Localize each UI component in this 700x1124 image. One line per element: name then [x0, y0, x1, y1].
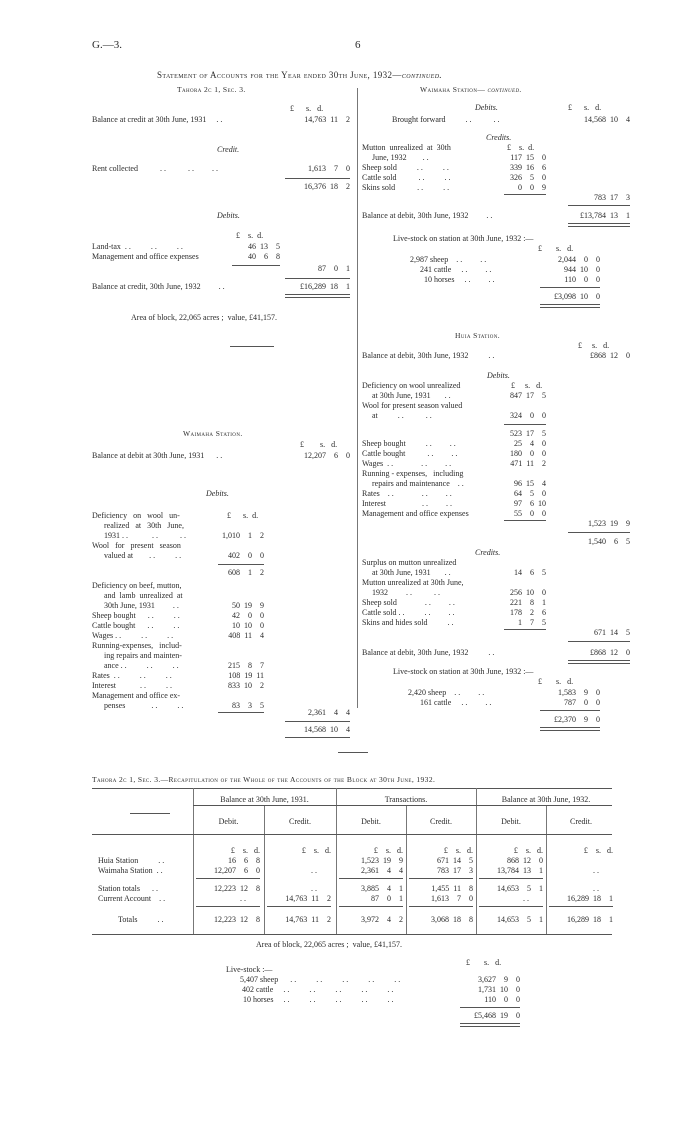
wc-closing-value: £13,784 13 1: [580, 211, 630, 220]
recap-group-3: Transactions.: [384, 795, 428, 804]
huia-debits-total: 1,523 19 9: [588, 519, 630, 528]
recap-group-2: Balance at 30th June, 1931.: [220, 795, 309, 804]
huia-d1-line1: Deficiency on wool unrealized: [362, 381, 461, 390]
page-title: Statement of Accounts for the Year ended 30th June, 1932—continued.: [157, 70, 443, 80]
column-divider: [357, 88, 358, 708]
waim-rates-value: 108 19 11: [228, 671, 264, 680]
recap-cell: 3,885 4 1: [361, 884, 403, 893]
recap-ls3-value: 110 0 0: [484, 995, 520, 1004]
rule: [267, 906, 331, 907]
huia-c4-label: Cattle sold . . . . . .: [362, 608, 455, 617]
recap-cell: . .: [240, 894, 246, 903]
recap-total-cell: 3,068 18 8: [431, 915, 473, 924]
recap-title: Tahora 2c 1, Sec. 3.—Recapitulation of the Whole of the Accounts of the Block at 30th June, 1932.: [92, 775, 436, 784]
rule: [549, 906, 613, 907]
rule: [218, 564, 264, 565]
recap-row-label: Current Account . .: [98, 894, 166, 903]
recap-cell: 1,455 11 8: [431, 884, 473, 893]
wc-c1-line1: Mutton unrealized at 30th: [362, 143, 451, 152]
waimaha-cont-lsd: £ s. d.: [568, 103, 602, 112]
recap-row-label: Station totals . .: [98, 884, 158, 893]
huia-d6-line1: Running - expenses, including: [362, 469, 464, 478]
huia-c1-line2: at 30th June, 1931 . .: [372, 568, 451, 577]
rule: [230, 346, 274, 347]
rule: [504, 520, 546, 521]
huia-d6-line2: repairs and maintenance . .: [372, 479, 464, 488]
tahora-subtotal: 16,376 18 2: [304, 182, 350, 191]
waim-d3-value: 50 19 9: [232, 601, 264, 610]
tahora-closing-value: £16,289 18 1: [300, 282, 350, 291]
waim-d3-line3: 30th June, 1931 . .: [104, 601, 179, 610]
waimaha-cont-debits-heading: Debits.: [475, 103, 498, 112]
waim-d1-value: 1,010 1 2: [222, 531, 264, 540]
recap-cell: 671 14 5: [437, 856, 473, 865]
rule: [568, 532, 630, 533]
rule: [338, 752, 368, 753]
waim-interest-label: Interest . . . .: [92, 681, 172, 690]
rule: [568, 205, 630, 206]
huia-d4-label: Cattle bought . . . .: [362, 449, 458, 458]
recap-subhead: Credit.: [430, 817, 452, 826]
huia-opening-label: Balance at debit, 30th June, 1932 . .: [362, 351, 495, 360]
recap-total-cell: 12,223 12 8: [214, 915, 260, 924]
wc-c4-label: Skins sold . . . .: [362, 183, 450, 192]
tahora-area: Area of block, 22,065 acres ; value, £41,157.: [131, 313, 277, 322]
waim-cattle-label: Cattle bought . . . .: [92, 621, 180, 630]
huia-debits-lsd: £ s. d.: [511, 381, 543, 390]
table-vline: [336, 788, 337, 935]
recap-livestock-lsd: £ s. d.: [466, 958, 502, 967]
huia-d1-value: 847 17 5: [510, 391, 546, 400]
recap-totals-label: Totals . .: [118, 915, 164, 924]
recap-cell: 13,784 13 1: [497, 866, 543, 875]
double-rule: [285, 294, 350, 298]
recap-ls1-value: 3,627 9 0: [478, 975, 520, 984]
recap-lsd: £ s. d.: [513, 846, 543, 855]
huia-livestock-total: £2,370 9 0: [554, 715, 600, 724]
wc-ls2-label: 241 cattle . . . .: [420, 265, 492, 274]
wc-ls1-value: 2,044 0 0: [558, 255, 600, 264]
recap-ls2-value: 1,731 10 0: [478, 985, 520, 994]
waimaha-opening-label: Balance at debit at 30th June, 1931 . .: [92, 451, 223, 460]
waim-run-line3: ance . . . . . .: [104, 661, 179, 670]
waim-wages-label: Wages . . . . . .: [92, 631, 174, 640]
waim-d1-line2: realized at 30th June,: [104, 521, 184, 530]
waim-d2-value: 402 0 0: [228, 551, 264, 560]
huia-c3-label: Sheep sold . . . .: [362, 598, 455, 607]
tahora-title: Tahora 2c 1, Sec. 3.: [177, 85, 246, 94]
recap-cell: 87 0 1: [371, 894, 403, 903]
huia-credits-total: 671 14 5: [594, 628, 630, 637]
wc-c2-label: Sheep sold . . . .: [362, 163, 449, 172]
rule: [285, 178, 350, 179]
rule: [285, 737, 350, 738]
huia-d-subtotal: 523 17 5: [510, 429, 546, 438]
recap-lsd: £ s. d.: [373, 846, 403, 855]
recap-ls2-label: 402 cattle . . . . . . . . . .: [242, 985, 394, 994]
waimaha-cont-title: Waimaha Station— continued.: [420, 85, 522, 94]
recap-ls1-label: 5,407 sheep . . . . . . . . . .: [240, 975, 401, 984]
huia-ls1-label: 2,420 sheep . . . .: [408, 688, 485, 697]
recap-cell: 16,289 18 1: [567, 894, 613, 903]
recap-lsd: £ s. d.: [230, 846, 260, 855]
recap-subhead: Credit.: [570, 817, 592, 826]
wc-c1-line2: June, 1932 . .: [372, 153, 429, 162]
huia-c1-value: 14 6 5: [514, 568, 546, 577]
waimaha-title: Waimaha Station.: [183, 429, 243, 438]
waim-run-value: 215 8 7: [228, 661, 264, 670]
huia-livestock-lsd: £ s. d.: [538, 677, 574, 686]
recap-cell: 14,763 11 2: [285, 894, 331, 903]
huia-title: Huia Station.: [455, 331, 501, 340]
rule: [92, 834, 612, 835]
huia-c2-line1: Mutton unrealized at 30th June,: [362, 578, 464, 587]
huia-d2-line1: Wool for present season valued: [362, 401, 463, 410]
recap-cell: 783 17 3: [437, 866, 473, 875]
double-rule: [540, 727, 600, 731]
recap-cell: . .: [593, 884, 599, 893]
tahora-debits-lsd: £ s. d.: [236, 231, 264, 240]
recap-ls3-label: 10 horses . . . . . . . . . .: [243, 995, 394, 1004]
waim-sheep-value: 42 0 0: [232, 611, 264, 620]
brought-forward-label: Brought forward . . . .: [392, 115, 500, 124]
waim-run-line1: Running-expenses, includ-: [92, 641, 182, 650]
recap-cell: . .: [311, 866, 317, 875]
tahora-rent-value: 1,613 7 0: [308, 164, 350, 173]
double-rule: [568, 223, 630, 227]
rule: [540, 287, 600, 288]
recap-lsd: £ s. d.: [443, 846, 473, 855]
tahora-lsd-head: £ s. d.: [290, 104, 324, 113]
tahora-mgmt-label: Management and office expenses: [92, 252, 199, 261]
huia-subtotal: 1,540 6 5: [588, 537, 630, 546]
huia-c2-value: 256 10 0: [510, 588, 546, 597]
rule: [285, 278, 350, 279]
recap-subhead: Debit.: [218, 817, 239, 826]
tahora-debits-heading: Debits.: [217, 211, 240, 220]
huia-ls2-value: 787 0 0: [564, 698, 600, 707]
waim-d2-line2: valued at . . . .: [104, 551, 182, 560]
rule: [568, 641, 630, 642]
waimaha-lsd-head: £ s. d.: [300, 440, 338, 449]
tahora-debits-total: 87 0 1: [318, 264, 350, 273]
tahora-landtax-value: 46 13 5: [248, 242, 280, 251]
rule: [196, 878, 260, 879]
huia-closing-label: Balance at debit, 30th June, 1932 . .: [362, 648, 495, 657]
waim-d3-line1: Deficiency on beef, mutton,: [92, 581, 182, 590]
tahora-closing-label: Balance at credit, 30th June, 1932 . .: [92, 282, 225, 291]
rule: [460, 1007, 520, 1008]
wc-livestock-lsd: £ s. d.: [538, 244, 574, 253]
waim-d1-line1: Deficiency on wool un-: [92, 511, 180, 520]
recap-livestock-total: £5,468 19 0: [474, 1011, 520, 1020]
huia-c3-value: 221 8 1: [510, 598, 546, 607]
rule: [479, 906, 543, 907]
waim-mgmt-line1: Management and office ex-: [92, 691, 181, 700]
recap-cell: 2,361 4 4: [361, 866, 403, 875]
recap-total-cell: 3,972 4 2: [361, 915, 403, 924]
wc-c1-value: 117 15 0: [510, 153, 546, 162]
wc-c3-value: 326 5 0: [510, 173, 546, 182]
recap-lsd: £ s. d.: [301, 846, 331, 855]
recap-cell: . .: [593, 866, 599, 875]
huia-d9-label: Management and office expenses: [362, 509, 469, 518]
recap-cell: . .: [311, 884, 317, 893]
page-number: 6: [355, 39, 361, 51]
waimaha-cont-credits-heading: Credits.: [486, 133, 512, 142]
recap-cell: . .: [523, 894, 529, 903]
huia-d5-label: Wages . . . . . .: [362, 459, 452, 468]
brought-forward-value: 14,568 10 4: [584, 115, 630, 124]
wc-ls1-label: 2,987 sheep . . . .: [410, 255, 487, 264]
recap-lsd: £ s. d.: [583, 846, 613, 855]
huia-credits-heading: Credits.: [475, 548, 501, 557]
waimaha-grand-total: 14,568 10 4: [304, 725, 350, 734]
rule: [504, 194, 546, 195]
huia-c5-label: Skins and hides sold . .: [362, 618, 454, 627]
wc-credits-total: 783 17 3: [594, 193, 630, 202]
table-vline: [476, 788, 477, 935]
waim-rates-label: Rates . . . . . .: [92, 671, 172, 680]
waim-sheep-label: Sheep bought . . . .: [92, 611, 180, 620]
recap-area: Area of block, 22,065 acres ; value, £41,157.: [256, 940, 402, 949]
wc-c4-value: 0 0 9: [518, 183, 546, 192]
wc-c2-value: 339 16 6: [510, 163, 546, 172]
rule: [193, 805, 612, 806]
recap-row-label: Huia Station . .: [98, 856, 165, 865]
rule: [339, 878, 403, 879]
recap-subhead: Credit.: [289, 817, 311, 826]
tahora-mgmt-value: 40 6 8: [248, 252, 280, 261]
huia-d3-label: Sheep bought . . . .: [362, 439, 456, 448]
huia-d1-line2: at 30th June, 1931 . .: [372, 391, 451, 400]
waim-d1-line3: 1931 . . . . . .: [104, 531, 186, 540]
waim-cattle-value: 10 10 0: [232, 621, 264, 630]
waim-d3-line2: and lamb unrealized at: [104, 591, 183, 600]
wc-ls2-value: 944 10 0: [564, 265, 600, 274]
recap-cell: 868 12 0: [507, 856, 543, 865]
rule: [409, 906, 473, 907]
huia-d2-line2: at . . . .: [372, 411, 432, 420]
recap-subhead: Debit.: [501, 817, 521, 826]
waim-mgmt-value: 83 3 5: [232, 701, 264, 710]
recap-cell: 16 6 8: [228, 856, 260, 865]
huia-ls2-label: 161 cattle . . . .: [420, 698, 492, 707]
huia-debits-heading: Debits.: [487, 371, 510, 380]
rule: [130, 813, 170, 814]
waim-d-subtotal: 608 1 2: [228, 568, 264, 577]
wc-livestock-total: £3,098 10 0: [554, 292, 600, 301]
rule: [504, 424, 546, 425]
waimaha-cont-credits-lsd: £ s. d.: [507, 143, 535, 152]
huia-lsd-head: £ s. d.: [578, 341, 610, 350]
recap-subhead: Debit.: [361, 817, 381, 826]
waimaha-debits-heading: Debits.: [206, 489, 229, 498]
table-bottom-rule: [92, 934, 612, 935]
huia-d8-label: Interest . . . .: [362, 499, 452, 508]
waim-run-line2: ing repairs and mainten-: [104, 651, 182, 660]
waimaha-debits-total: 2,361 4 4: [308, 708, 350, 717]
recap-total-cell: 14,763 11 2: [285, 915, 331, 924]
wc-ls3-value: 110 0 0: [564, 275, 600, 284]
recap-cell: 12,223 12 8: [214, 884, 260, 893]
tahora-landtax-label: Land-tax . . . . . .: [92, 242, 183, 251]
recap-cell: 14,653 5 1: [497, 884, 543, 893]
rule: [285, 721, 350, 722]
huia-d5-value: 471 11 2: [510, 459, 546, 468]
tahora-opening-value: 14,763 11 2: [304, 115, 350, 124]
huia-livestock-title: Live-stock on station at 30th June, 1932 :—: [393, 667, 534, 676]
huia-c4-value: 178 2 6: [510, 608, 546, 617]
recap-group-4: Balance at 30th June, 1932.: [501, 795, 591, 804]
recap-row-label: Waimaha Station . .: [98, 866, 163, 875]
recap-livestock-title: Live-stock :—: [226, 965, 273, 974]
wc-c3-label: Cattle sold . . . .: [362, 173, 451, 182]
huia-closing-value: £868 12 0: [590, 648, 630, 657]
huia-d6-value: 96 15 4: [514, 479, 546, 488]
doc-reference: G.—3.: [92, 39, 122, 51]
table-vline: [193, 788, 194, 935]
huia-c1-line1: Surplus on mutton unrealized: [362, 558, 457, 567]
huia-c2-line2: 1932 . . . .: [372, 588, 440, 597]
huia-d4-value: 180 0 0: [510, 449, 546, 458]
tahora-rent-label: Rent collected . . . . . .: [92, 164, 218, 173]
double-rule: [568, 660, 630, 664]
rule: [504, 629, 546, 630]
wc-ls3-label: 10 horses . . . .: [424, 275, 495, 284]
waim-interest-value: 833 10 2: [228, 681, 264, 690]
waimaha-opening-value: 12,207 6 0: [304, 451, 350, 460]
waim-d2-line1: Wool for present season: [92, 541, 181, 550]
table-top-rule: [92, 788, 612, 789]
huia-c5-value: 1 7 5: [518, 618, 546, 627]
double-rule: [460, 1023, 520, 1027]
waimaha-debits-lsd: £ s. d.: [227, 511, 259, 520]
rule: [409, 878, 473, 879]
wc-livestock-title: Live-stock on station at 30th June, 1932 :—: [393, 234, 534, 243]
rule: [479, 878, 543, 879]
huia-d8-value: 97 6 10: [514, 499, 546, 508]
huia-d9-value: 55 0 0: [514, 509, 546, 518]
waim-mgmt-line2: penses . . . .: [104, 701, 184, 710]
huia-d7-label: Rates . . . . . .: [362, 489, 452, 498]
rule: [196, 906, 260, 907]
recap-total-cell: 14,653 5 1: [497, 915, 543, 924]
huia-d3-value: 25 4 0: [514, 439, 546, 448]
huia-opening-value: £868 12 0: [590, 351, 630, 360]
huia-d2-value: 324 0 0: [510, 411, 546, 420]
waim-wages-value: 408 11 4: [228, 631, 264, 640]
rule: [339, 906, 403, 907]
recap-total-cell: 16,289 18 1: [567, 915, 613, 924]
huia-ls1-value: 1,583 9 0: [558, 688, 600, 697]
recap-cell: 12,207 6 0: [214, 866, 260, 875]
tahora-credit-heading: Credit.: [217, 145, 240, 154]
rule: [218, 712, 264, 713]
recap-cell: 1,523 19 9: [361, 856, 403, 865]
tahora-opening-label: Balance at credit at 30th June, 1931 . .: [92, 115, 223, 124]
double-rule: [540, 304, 600, 308]
rule: [540, 710, 600, 711]
recap-cell: 1,613 7 0: [431, 894, 473, 903]
wc-closing-label: Balance at debit, 30th June, 1932 . .: [362, 211, 493, 220]
huia-d7-value: 64 5 0: [514, 489, 546, 498]
